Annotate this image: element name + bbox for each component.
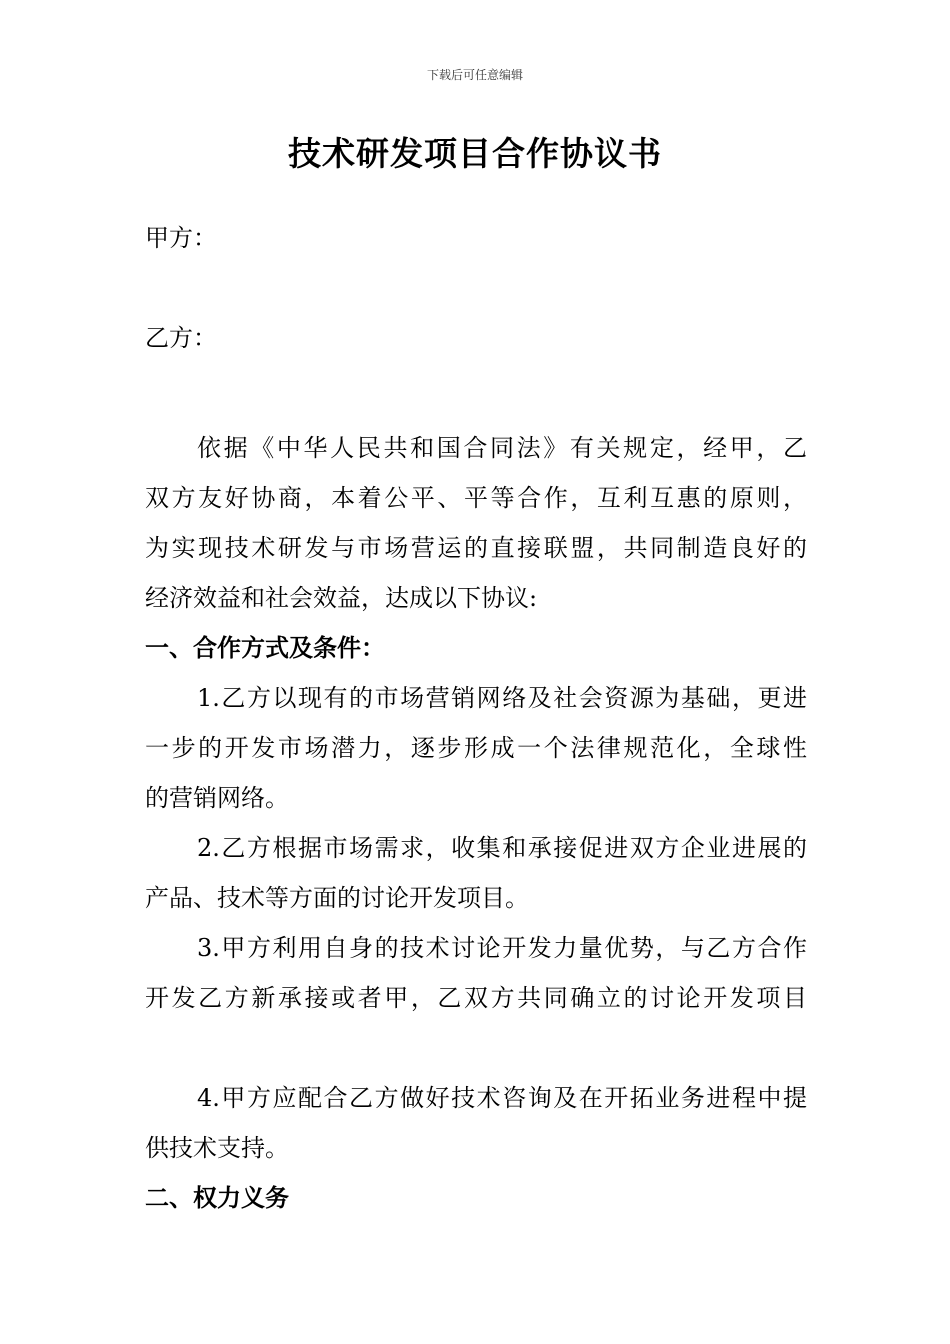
item-1-line-1: 1.乙方以现有的市场营销网络及社会资源为基础，更进 xyxy=(197,684,807,712)
intro-line-4: 经济效益和社会效益，达成以下协议: xyxy=(145,584,538,612)
section-1-heading: 一、合作方式及条件： xyxy=(145,633,385,662)
item-1-line-3: 的营销网络。 xyxy=(145,784,289,812)
party-a-label: 甲方： xyxy=(145,224,217,252)
item-2-line-1: 2.乙方根据市场需求，收集和承接促进双方企业进展的 xyxy=(197,834,807,862)
item-4-line-1: 4.甲方应配合乙方做好技术咨询及在开拓业务进程中提 xyxy=(197,1084,807,1112)
intro-line-2: 双方友好协商，本着公平、平等合作，互利互惠的原则， xyxy=(145,484,807,512)
document-title: 技术研发项目合作协议书 xyxy=(288,134,662,173)
item-4-line-2: 供技术支持。 xyxy=(145,1134,289,1162)
intro-line-3: 为实现技术研发与市场营运的直接联盟，共同制造良好的 xyxy=(145,534,807,562)
party-b-label: 乙方： xyxy=(145,324,217,352)
item-2-line-2: 产品、技术等方面的讨论开发项目。 xyxy=(145,884,529,912)
section-2-heading: 二、权力义务 xyxy=(145,1183,289,1212)
intro-line-1: 依据《中华人民共和国合同法》有关规定，经甲，乙 xyxy=(197,434,807,462)
item-3-line-1: 3.甲方利用自身的技术讨论开发力量优势，与乙方合作 xyxy=(197,934,807,962)
item-1-line-2: 一步的开发市场潜力，逐步形成一个法律规范化，全球性 xyxy=(145,734,807,762)
header-note: 下载后可任意编辑 xyxy=(426,68,523,82)
item-3-line-2: 开发乙方新承接或者甲，乙双方共同确立的讨论开发项目 xyxy=(145,984,807,1012)
